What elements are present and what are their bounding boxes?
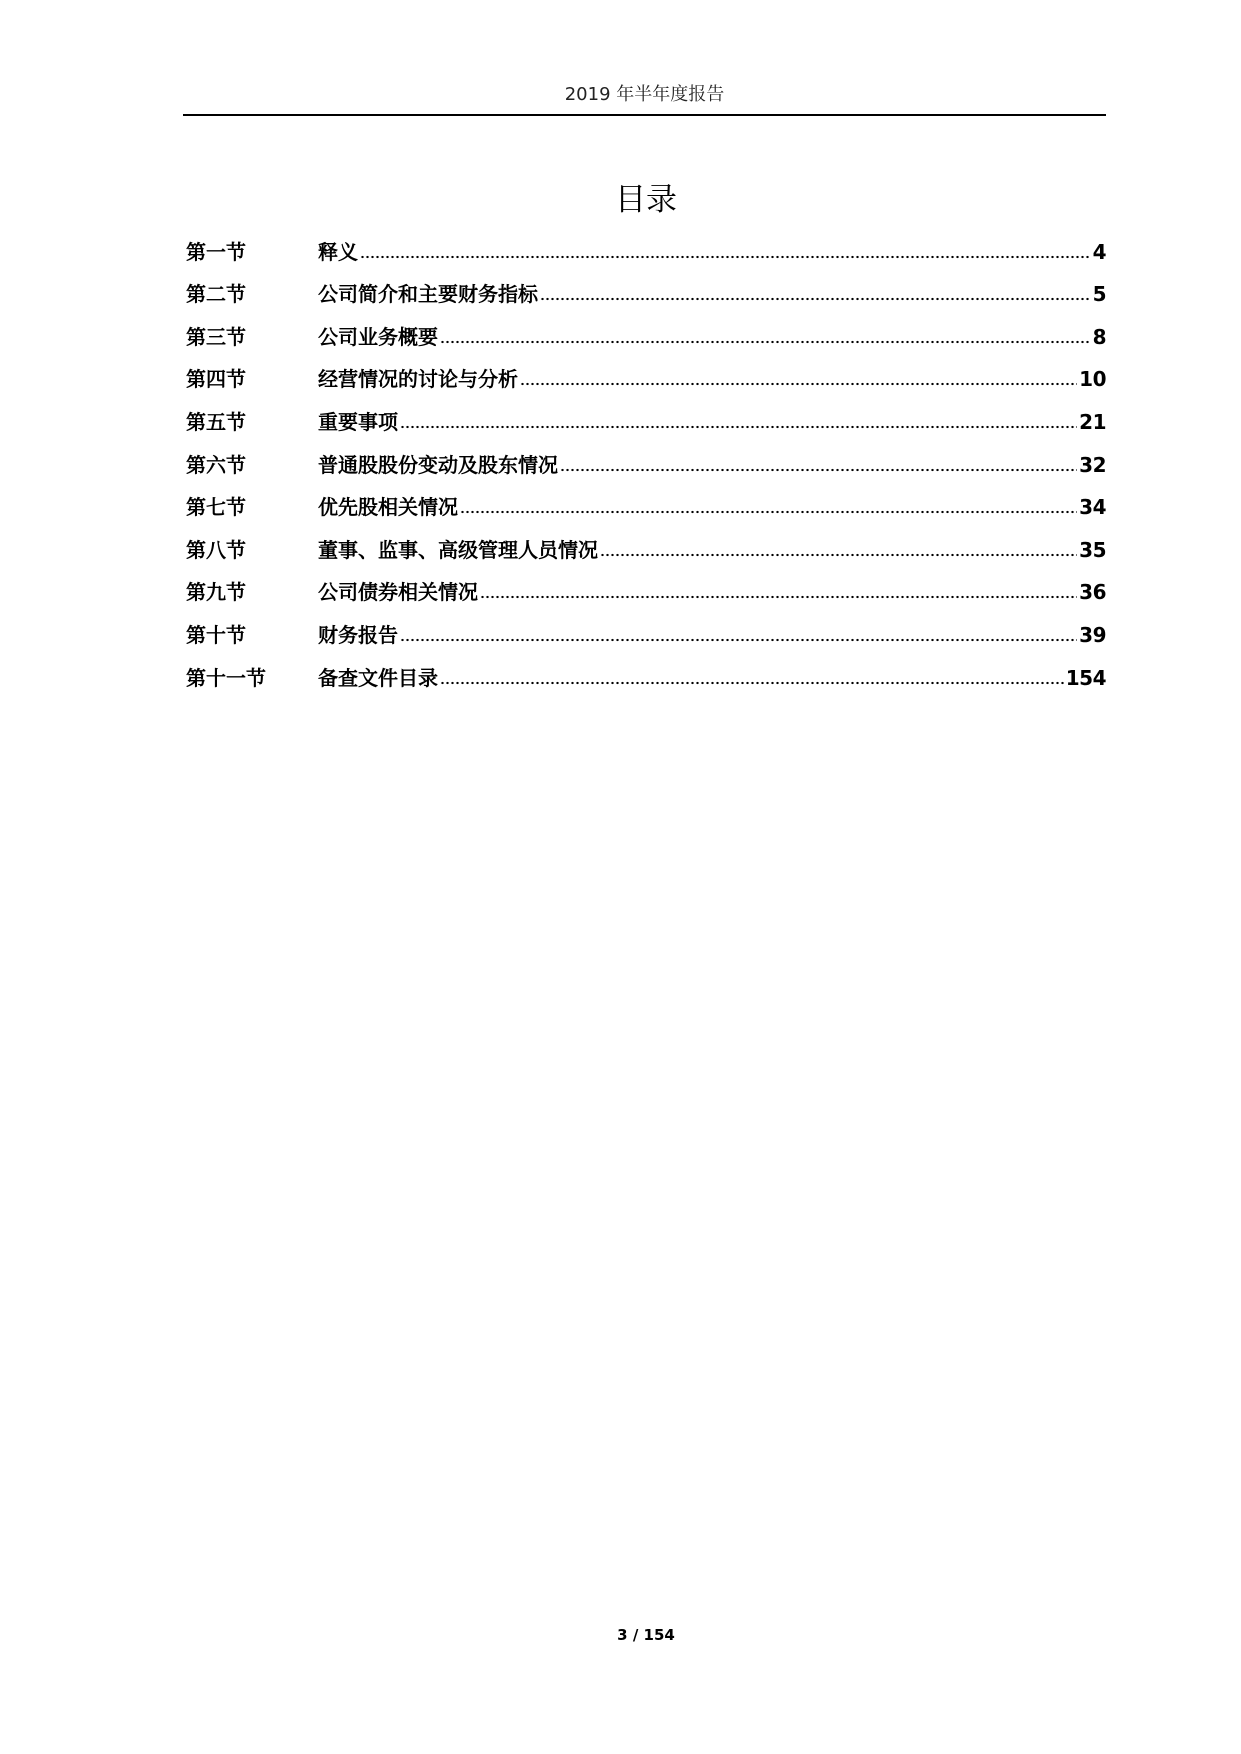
- toc-section-title: 备查文件目录: [318, 665, 438, 690]
- toc-dot-leader: [400, 637, 1077, 643]
- toc-entry[interactable]: [186, 435, 1106, 478]
- toc-dot-leader: [360, 254, 1091, 260]
- toc-section-number: 第十一节: [186, 665, 266, 690]
- toc-entry[interactable]: [186, 392, 1106, 435]
- toc-section-number: 第二节: [186, 282, 246, 307]
- toc-section-title: 财务报告: [318, 622, 398, 647]
- toc-entry[interactable]: [186, 478, 1106, 521]
- toc-dot-leader: [560, 467, 1077, 473]
- toc-page-number: 32: [1079, 452, 1106, 477]
- toc-page-number: 8: [1092, 324, 1106, 349]
- toc-section-number: 第九节: [186, 580, 246, 605]
- toc-section-number: 第一节: [186, 239, 246, 264]
- toc-section-number: 第五节: [186, 409, 246, 434]
- toc-page-number: 36: [1079, 580, 1106, 605]
- toc-entry[interactable]: [186, 222, 1106, 265]
- toc-entry[interactable]: [186, 520, 1106, 563]
- toc-entry[interactable]: [186, 605, 1106, 648]
- toc-dot-leader: [520, 381, 1077, 387]
- header-title: 2019 年半年度报告: [564, 84, 725, 105]
- toc-dot-leader: [540, 296, 1091, 302]
- page-header: [183, 84, 1106, 116]
- toc-section-title: 经营情况的讨论与分析: [318, 367, 518, 392]
- toc-section-title: 重要事项: [318, 409, 398, 434]
- toc-section-number: 第十节: [186, 622, 246, 647]
- toc-entry[interactable]: [186, 648, 1106, 691]
- toc-section-title: 公司简介和主要财务指标: [318, 282, 538, 307]
- toc-entry[interactable]: [186, 563, 1106, 606]
- toc-page-number: 10: [1079, 367, 1106, 392]
- toc-page-number: 5: [1092, 282, 1106, 307]
- toc-dot-leader: [460, 509, 1077, 515]
- toc-entry[interactable]: [186, 307, 1106, 350]
- toc-dot-leader: [600, 552, 1077, 558]
- toc-dot-leader: [480, 594, 1077, 600]
- toc-dot-leader: [440, 339, 1091, 345]
- footer-page-number: 3 / 154: [617, 1626, 675, 1644]
- toc-page-number: 35: [1079, 537, 1106, 562]
- toc-dot-leader: [440, 680, 1064, 686]
- toc-section-title: 优先股相关情况: [318, 495, 458, 520]
- toc-entry[interactable]: [186, 265, 1106, 308]
- toc-section-title: 普通股股份变动及股东情况: [318, 452, 558, 477]
- toc-section-number: 第八节: [186, 537, 246, 562]
- toc-page-number: 4: [1092, 239, 1106, 264]
- toc-list: [186, 222, 1106, 691]
- toc-section-title: 释义: [318, 239, 358, 264]
- toc-section-title: 公司债券相关情况: [318, 580, 478, 605]
- toc-page-number: 154: [1065, 665, 1106, 690]
- toc-title: 目录: [615, 182, 677, 218]
- toc-page-number: 21: [1079, 409, 1106, 434]
- toc-section-title: 公司业务概要: [318, 324, 438, 349]
- toc-section-number: 第六节: [186, 452, 246, 477]
- toc-dot-leader: [400, 424, 1077, 430]
- toc-page-number: 39: [1079, 622, 1106, 647]
- toc-section-title: 董事、监事、高级管理人员情况: [318, 537, 598, 562]
- toc-section-number: 第七节: [186, 495, 246, 520]
- page-footer: [0, 1625, 1241, 1645]
- toc-page-number: 34: [1079, 495, 1106, 520]
- toc-section-number: 第四节: [186, 367, 246, 392]
- toc-section-number: 第三节: [186, 324, 246, 349]
- toc-entry[interactable]: [186, 350, 1106, 393]
